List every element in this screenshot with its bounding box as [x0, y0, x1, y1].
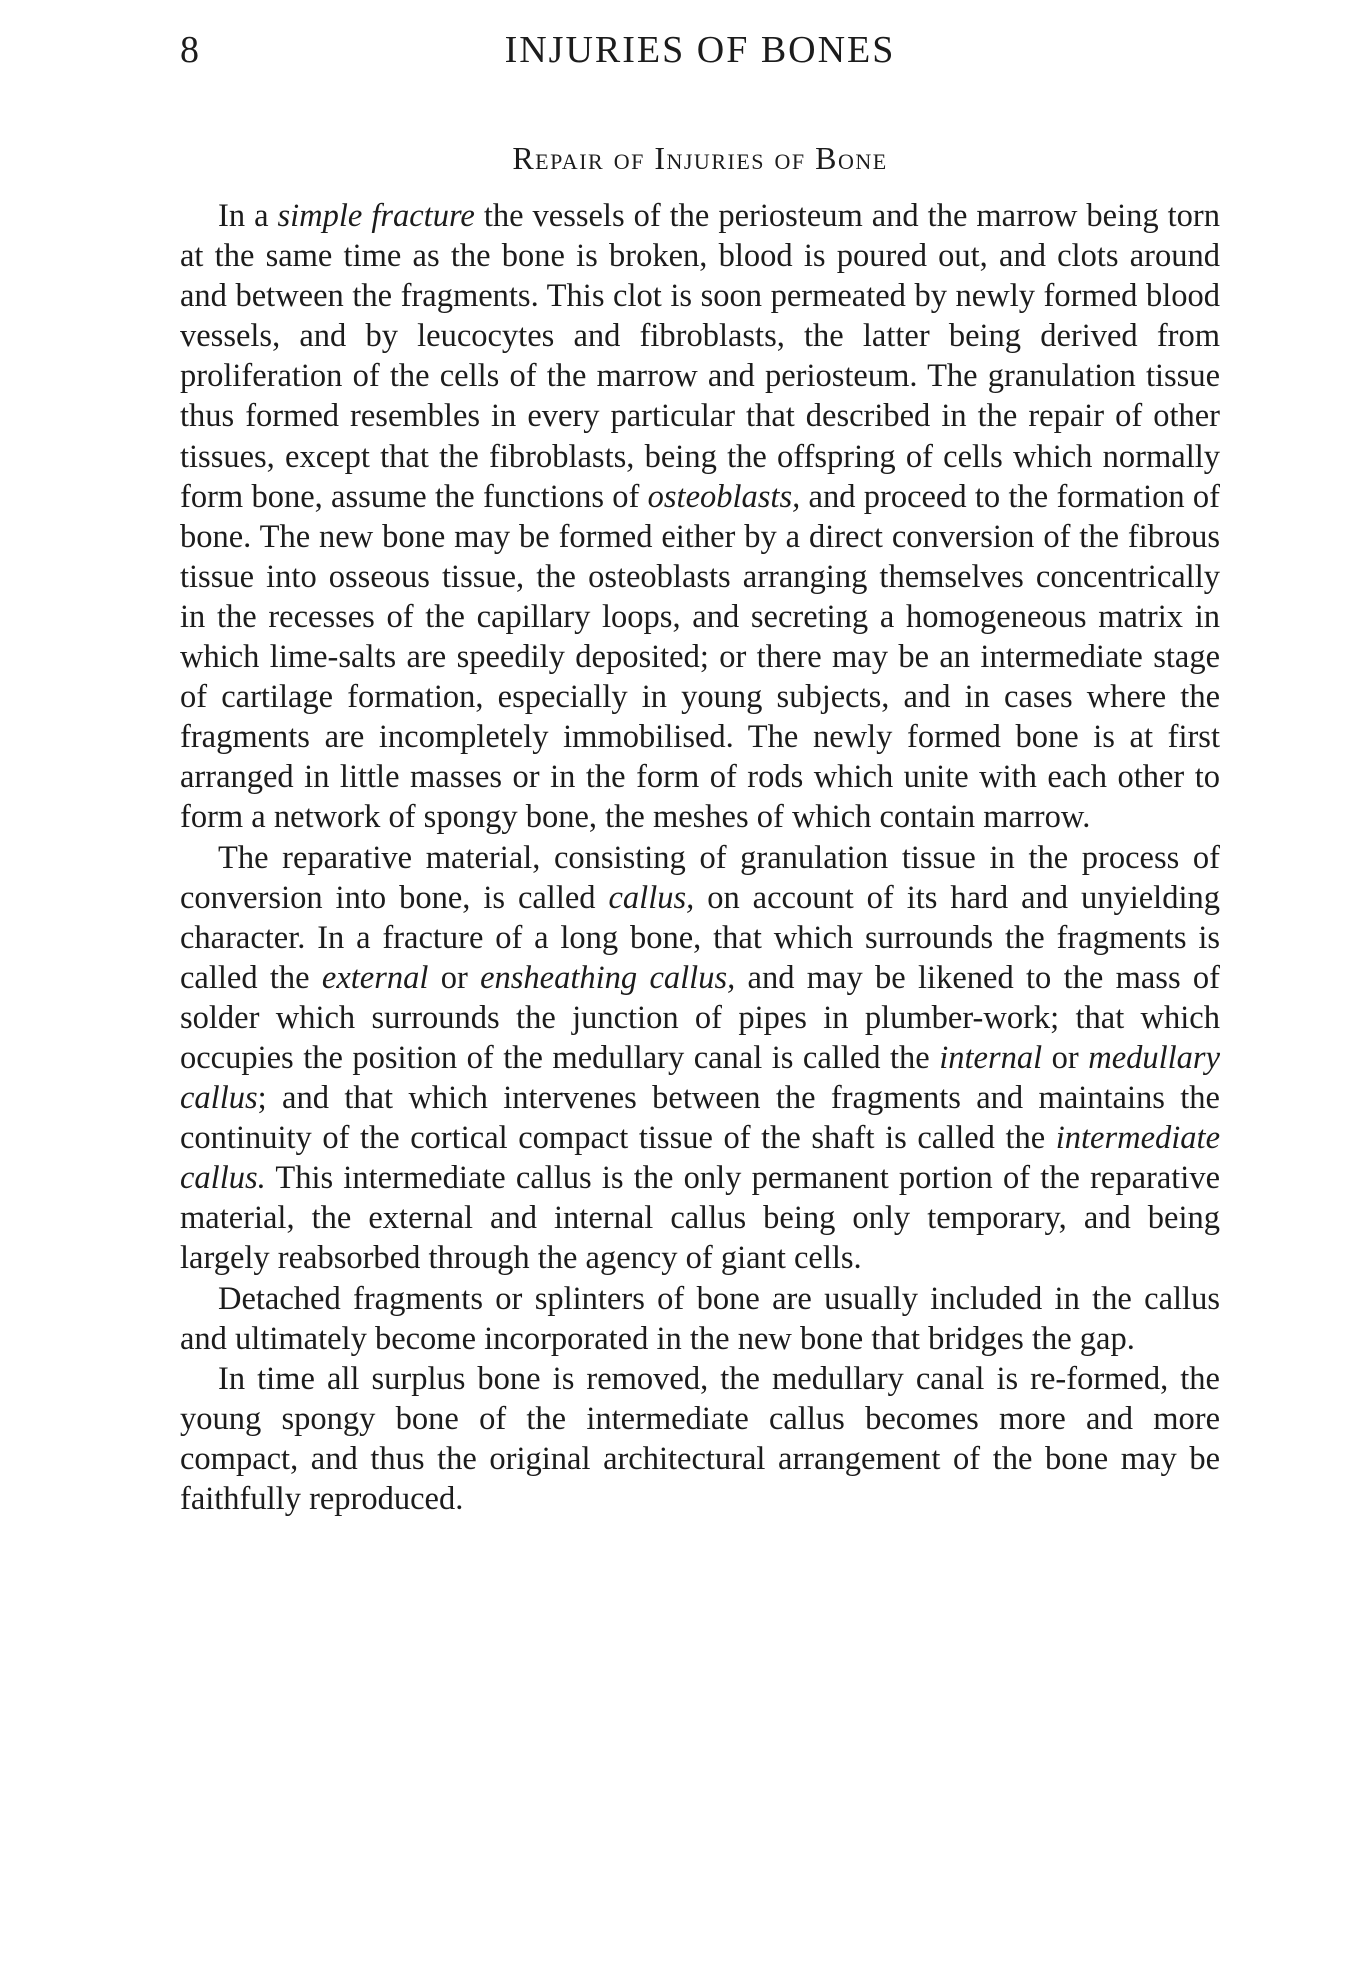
text-run: ; and that which intervenes between the fragments and maintains the continuity of the cortical compact tissue of the shaft is called the	[180, 1080, 1220, 1157]
page-number: 8	[180, 29, 200, 71]
paragraph	[180, 1359, 1220, 1519]
italic-term: simple fracture	[277, 198, 475, 234]
text-run: Detached fragments or splinters of bone are usually included in the callus and ultimately become incorporated in the new bone that bridges the gap.	[180, 1280, 1220, 1357]
italic-term: osteoblasts,	[647, 478, 801, 515]
paragraph	[180, 196, 1220, 838]
running-title: INJURIES OF BONES	[504, 29, 896, 71]
paragraph	[180, 1279, 1220, 1359]
paragraph	[180, 838, 1220, 1279]
text-run: and may be likened to the mass of solder which surrounds the junction of pipes in plumber-work; that which occupies the position of the medullary canal is called the	[180, 959, 1220, 1076]
text-run: In time all surplus bone is removed, the medullary canal is re-formed, the young spongy bone of the intermediate callus becomes more and more compact, and thus the original architectural arrangement of the bone may be faithfully reproduced.	[180, 1360, 1220, 1517]
text-run: the vessels of the periosteum and the marrow being torn at the same time as the bone is broken, blood is poured out, and clots around and between the fragments. This clot is soon permeated by newly formed blood vessels, and by leucocytes and fibroblasts, the latter being derived from proliferation of the cells of the marrow and periosteum. The granulation tissue thus formed resembles in every particular that described in the repair of other tissues, except that the fibroblasts, being the offspring of cells which normally form bone, assume the functions of	[180, 198, 1220, 515]
italic-term: callus,	[608, 879, 695, 916]
body-text	[180, 196, 1220, 1519]
running-head	[180, 28, 1220, 74]
text-run: The reparative material, consisting of granulation tissue in the process of conversion into bone, is called	[180, 839, 1220, 916]
text-run: This intermediate callus is the only permanent portion of the reparative material, the external and internal callus being only temporary, and being largely reabsorbed through the agency of giant cells.	[180, 1160, 1220, 1277]
italic-term: ensheathing callus,	[480, 959, 736, 996]
italic-term: medullary callus	[180, 1039, 1220, 1117]
text-run: In a	[218, 198, 278, 234]
italic-term: internal	[939, 1039, 1043, 1076]
text-run: or	[1042, 1039, 1089, 1076]
text-run: on account of its hard and unyielding character. In a fracture of a long bone, that which surrounds the fragments is called the	[180, 879, 1220, 996]
section-heading: Repair of Injuries of Bone	[512, 140, 888, 176]
italic-term: external	[321, 959, 429, 996]
italic-term: intermediate callus.	[180, 1120, 1220, 1197]
text-run: or	[428, 959, 481, 996]
text-run: and proceed to the formation of bone. The new bone may be formed either by a direct conversion of the fibrous tissue into osseous tissue, the osteoblasts arranging themselves concentrically in the recesses of the capillary loops, and secreting a homogeneous matrix in which lime-salts are speedily deposited; or there may be an intermediate stage of cartilage formation, especially in young subjects, and in cases where the fragments are incompletely immobilised. The newly formed bone is at first arranged in little masses or in the form of rods which unite with each other to form a network of spongy bone, the meshes of which contain marrow.	[180, 478, 1220, 836]
